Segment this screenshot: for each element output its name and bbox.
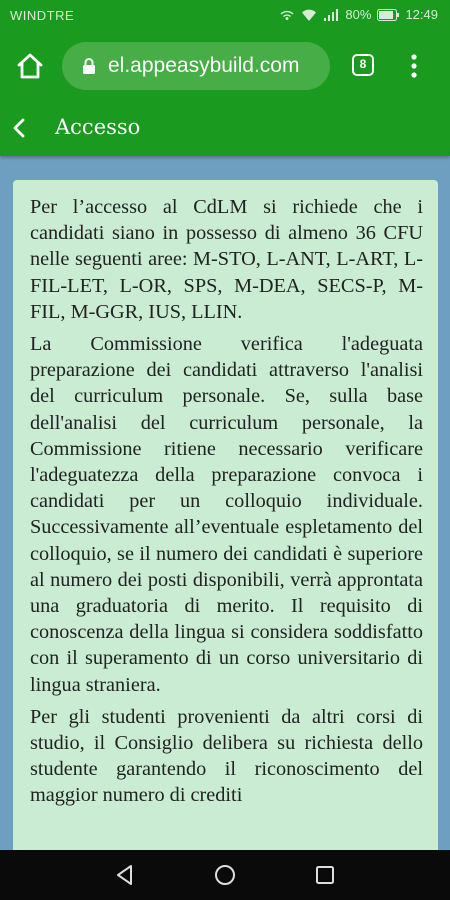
carrier-name: WINDTRE [10,8,75,23]
page-title: Accesso [55,115,141,139]
nav-recents-icon[interactable] [312,862,338,888]
signal-icon [323,8,339,22]
content-paragraph: Per gli studenti provenienti da altri corsi di studio, il Consiglio delibera su richiesta dello studente garantendo il riconoscimento del maggior numero di crediti [30,705,423,807]
back-arrow-icon[interactable] [6,114,34,142]
battery-percent: 80% [345,7,372,22]
clock: 12:49 [405,7,438,22]
content-paragraph: Per l’accesso al CdLM si richiede che i candidati siano in possesso di almeno 36 CFU nelle seguenti aree: M-STO, L-ANT, L-ART, L-FIL-LET, L-OR, SPS, M-DEA, SECS-P, M-FIL, M-GGR, IUS, LLIN. [30,196,423,323]
tab-switcher-button[interactable]: 8 [352,54,374,76]
system-navigation-bar [0,850,450,900]
battery-icon [377,9,399,21]
nav-home-icon[interactable] [212,862,238,888]
more-options-icon[interactable] [404,52,424,80]
address-bar[interactable] [62,42,330,90]
wifi-icon [301,8,317,22]
status-bar [0,0,450,32]
hotspot-icon [279,8,295,22]
content-card [13,180,438,870]
content-paragraph: La Commissione verifica l'adeguata preparazione dei candidati attraverso l'analisi del curriculum personale. Se, sulla base dell'analisi del curriculum personale, la Commissione ritiene necessario verificare l'adeguatezza della preparazione convoca i candidati per un colloquio individuale. Successivamente all’eventuale espletamento del colloquio, se il numero dei candidati è superiore al numero dei posti disponibili, verrà approntata una graduatoria di merito. Il requisito di conoscenza della lingua si considera soddisfatto con il superamento di un corso universitario di lingua straniera. [30,333,423,696]
home-icon[interactable] [14,50,46,82]
lock-icon [80,57,98,75]
nav-back-icon[interactable] [112,862,138,888]
status-icons [279,7,438,22]
url-text: el.appeasybuild.com [108,54,300,77]
browser-toolbar [0,32,450,100]
app-header [0,100,450,156]
